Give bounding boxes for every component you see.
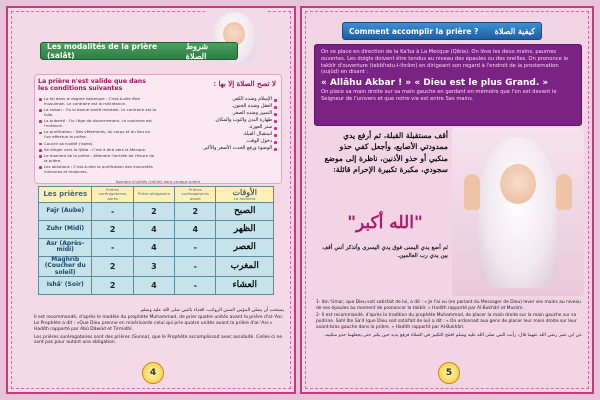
cell-after: 2 xyxy=(92,257,132,276)
page-number-left: 4 xyxy=(142,362,164,384)
cell-after: 2 xyxy=(92,277,132,294)
cell-prayer-ar: العصر xyxy=(216,239,273,256)
condition-item-ar: ستر العورة. xyxy=(159,125,277,131)
condition-item-ar: العقل وضده الجنون. xyxy=(159,104,277,110)
cell-prayer-ar: الصبح xyxy=(216,203,273,220)
condition-item-ar: استقبال القبلة. xyxy=(159,132,277,138)
condition-item-ar: التمييز وضده الصغر. xyxy=(159,111,277,117)
footnote-1: 1- Ibn 'Umar, que Dieu soit satisfait de lui, a dit : « Je l'ai vu (en parlant du Messager de Dieu) lever ses mains au niveau de ses épaules au moment de prononcer le takbîr. » Hadith rapporté par Al-Bukhârî et Muslim. xyxy=(316,300,581,311)
cell-prayer-fr: Maghrib (Coucher du soleil) xyxy=(39,257,91,276)
note-ar: يستحب أن يصلي المؤمن السنن الرواتب، اقتداء بالنبي صلى الله عليه وسلم. xyxy=(139,308,284,313)
conditions-box xyxy=(34,74,282,184)
cell-oblig: 4 xyxy=(134,277,174,294)
cell-before: - xyxy=(175,257,215,276)
girl-praying-photo xyxy=(452,128,584,296)
banner-title-fr: Comment accomplir la prière ? xyxy=(349,26,479,36)
cell-before: 4 xyxy=(175,221,215,238)
cell-oblig: 4 xyxy=(134,221,174,238)
condition-item-ar: دخول الوقت. xyxy=(159,139,277,145)
conditions-list-ar xyxy=(159,97,277,154)
right-footnotes xyxy=(316,300,582,340)
header-times-fr: Le moment xyxy=(233,195,256,201)
modalities-banner xyxy=(40,42,238,60)
header-times xyxy=(216,187,273,202)
header-prayers: Les prières xyxy=(39,187,91,202)
conditions-title-fr: La prière n'est valide que dans les conditions suivantes xyxy=(38,78,146,93)
condition-item: Les ablutions : C'est-à-dire la purification des impuretés mineures et majeures. xyxy=(39,165,157,175)
cell-oblig: 2 xyxy=(134,203,174,220)
instructions-box xyxy=(314,44,582,126)
arabic-instructions: أقف مستقبلة القبلة، ثم أرفع يدي ممدودتي الأصابع، وأجعل كفي حذو منكبي أو حذو الأذنين، ناظرة إلى موضع سجودي، مكبرة تكبيرة الإحرام قائلة: xyxy=(324,131,448,175)
table-row xyxy=(39,239,273,256)
banner-title-fr: Les modalités de la prière (salât) xyxy=(47,42,158,60)
conditions-title-ar: لا تصح الصلاة إلا بها : xyxy=(213,79,276,88)
conditions-list-fr xyxy=(39,97,157,176)
header-surerog-after: Prières surérogatoires après xyxy=(92,187,132,202)
cell-before: 2 xyxy=(175,203,215,220)
condition-item-ar: الإسلام وضده الكفر. xyxy=(159,97,277,103)
allahu-akbar-fr: « Allâhu Akbar ! » « Dieu est le plus Grand. » xyxy=(321,78,549,88)
footnote-2: 2- Il est recommandé, d'après la tradition du prophète Muhammad, de placer la main droite sur la main gauche sur sa poitrine. Sahl Ibn Sa'd (que Dieu soit satisfait de lui) a dit : « On ordonnait aux gens de placer leur main droite sur leur avant-bras gauche dans la prière. » Hadith rapporté par Al-Bukhârî. xyxy=(316,313,577,331)
condition-item-ar: طهارة البدن والثوب والمكان. xyxy=(159,118,277,124)
left-notes xyxy=(34,308,284,348)
condition-item: La foi dans le dogme islamique : C'est-à-dire être musulman. Le contraire est la mécréance. xyxy=(39,97,157,107)
intro-text: On se place en direction de la Ka'ba à La Mecque (Qibla). On lève les deux mains, paumes ouvertes. Les doigts doivent être tendus au niveau des épaules ou des oreilles. On prononce le takbîr d'ouverture (takbîratu-l-ihrâm) en dirigeant son regard à l'endroit de la prosternation (sujûd) en disant : xyxy=(321,49,569,76)
table-row xyxy=(39,203,273,220)
cell-after: - xyxy=(92,203,132,220)
cell-before: - xyxy=(175,277,215,294)
condition-item: Le moment de la prière : Attendre l'arrivée de l'heure de la prière. xyxy=(39,154,157,164)
right-hand xyxy=(556,174,572,210)
header-oblig: Prière obligatoire xyxy=(134,187,174,202)
table-caption: Nombre d'unités (rak'at) dans chaque prière xyxy=(115,179,201,184)
condition-item: La puberté : Ou l'âge de discernement. Le contraire est l'enfance. xyxy=(39,119,157,129)
header-surerog-before: Prières surérogatoires avant xyxy=(175,187,215,202)
allahu-akbar-ar: "الله أكبر" xyxy=(347,213,423,233)
table-row xyxy=(39,221,273,238)
condition-item: La purification : Des vêtements, du corps et du lieu où l'on effectue la prière. xyxy=(39,130,157,140)
cell-prayer-fr: Asr (Après-midi) xyxy=(39,239,91,256)
cell-prayer-ar: العشاء xyxy=(216,277,273,294)
condition-item: Se diriger vers la Qibla : C'est à dire vers la Mecque. xyxy=(39,148,157,153)
arabic-instructions-2: ثم أضع يدي اليمنى فوق يدي اليسرى وأتذكر أنني أقف بين يدي رب العالمين. xyxy=(322,245,448,260)
table-row xyxy=(39,277,273,294)
banner-title-ar: شروط الصلاة xyxy=(185,41,209,61)
banner-title-ar: كيفية الصلاة xyxy=(494,26,535,36)
cell-before: - xyxy=(175,239,215,256)
table-row xyxy=(39,257,273,276)
cell-prayer-ar: الظهر xyxy=(216,221,273,238)
condition-item-ar: الوضوء ورفع الحدث الأصغر والأكبر. xyxy=(159,146,277,152)
note-1: Il est recommandé, d'après le modèle du prophète Muhammad, de prier quatre unités avant la prière d'al-'Asr. Le Prophète a dit : «Que Dieu prenne en miséricorde celui qui prie quatre unités avant la prière d'al-'Asr.» Hadith rapporté par Abû Dâwûd et Tirmidhî. xyxy=(34,315,284,333)
condition-item: Couvrir sa nudité ('awra). xyxy=(39,142,157,147)
cell-prayer-fr: Fajr (Aube) xyxy=(39,203,91,220)
note-2: Les prières surérogatoires sont des prières (Sunna), que le Prophète accomplissait avec assiduité. Celles-ci ne sont pas pour autant une obligation. xyxy=(34,334,283,346)
footnote-ar: عن ابن عمر رضي الله عنهما قال: رأيت النبي صلى الله عليه وسلم افتتح التكبير في الصلاة فرفع يديه حين يكبر حتى يجعلهما حذو منكبيه. xyxy=(324,332,582,338)
cell-oblig: 3 xyxy=(134,257,174,276)
cell-after: - xyxy=(92,239,132,256)
cell-oblig: 4 xyxy=(134,239,174,256)
cell-prayer-fr: Zuhr (Midi) xyxy=(39,221,91,238)
left-page xyxy=(6,6,296,394)
cell-prayer-ar: المغرب xyxy=(216,257,273,276)
prayer-units-table xyxy=(38,186,274,295)
how-to-pray-banner xyxy=(342,22,542,40)
header-times-ar: الأوقات xyxy=(232,187,257,197)
left-hand xyxy=(464,174,480,210)
condition-item: La raison : Ou la bonne santé mentale. Le contraire est la folie. xyxy=(39,108,157,118)
right-page xyxy=(300,6,594,394)
intro-text-2: On place sa main droite sur sa main gauche en gardant en mémoire que l'on est devant le Seigneur de l'univers et que notre vie est entre Ses mains. xyxy=(321,89,557,102)
cell-prayer-fr: Ishâ' (Soir) xyxy=(39,277,91,294)
cell-after: 2 xyxy=(92,221,132,238)
page-number-right: 5 xyxy=(438,362,460,384)
